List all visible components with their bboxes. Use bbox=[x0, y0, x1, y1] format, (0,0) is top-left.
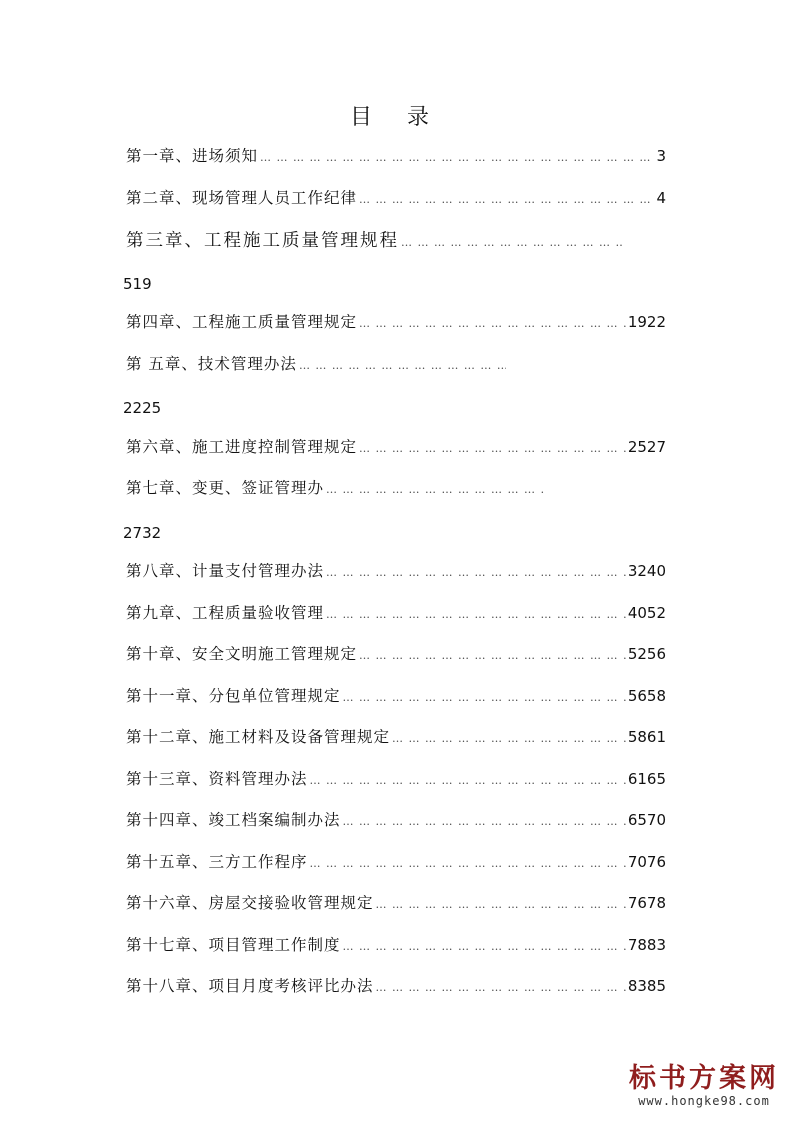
toc-leader-dots bbox=[326, 608, 626, 621]
toc-entry[interactable] bbox=[126, 352, 666, 394]
toc-page-number: 4052 bbox=[627, 603, 666, 622]
toc-entry-title: 第九章、工程质量验收管理 bbox=[126, 603, 325, 622]
toc-entry-title: 第 五章、技术管理办法 bbox=[126, 354, 297, 373]
toc-entry[interactable] bbox=[126, 808, 666, 850]
toc-entry[interactable] bbox=[126, 891, 666, 933]
toc-leader-dots bbox=[376, 981, 626, 994]
toc-leader-dots bbox=[359, 193, 654, 206]
toc-page-number: 4 bbox=[656, 188, 666, 207]
toc-page-number: 7076 bbox=[627, 852, 666, 871]
toc-page-number: 2225 bbox=[123, 399, 162, 417]
toc-page-number: 5861 bbox=[627, 728, 666, 746]
toc-page-number: 7678 bbox=[627, 894, 666, 912]
toc-page-number: 2732 bbox=[123, 523, 162, 542]
toc-leader-dots bbox=[401, 236, 623, 249]
toc-entry-title: 第四章、工程施工质量管理规定 bbox=[126, 313, 358, 331]
watermark-logo: 标书方案网 bbox=[629, 1063, 779, 1094]
toc-entry-title: 第七章、变更、签证管理办 bbox=[126, 479, 325, 497]
toc-leader-dots bbox=[359, 442, 626, 455]
toc-entry[interactable] bbox=[126, 725, 666, 767]
toc-leader-dots bbox=[310, 857, 626, 870]
toc-entry-title: 第十章、安全文明施工管理规定 bbox=[126, 645, 358, 663]
toc-entry-title: 第十三章、资料管理办法 bbox=[126, 769, 308, 788]
toc-leader-dots bbox=[260, 151, 654, 164]
toc-page-number: 5256 bbox=[627, 645, 666, 663]
toc-page-number: 1922 bbox=[627, 313, 666, 331]
toc-leader-dots bbox=[343, 940, 626, 953]
toc-entry[interactable] bbox=[126, 476, 666, 518]
toc-leader-dots bbox=[359, 317, 626, 330]
toc-entry-title: 第十六章、房屋交接验收管理规定 bbox=[126, 894, 374, 912]
toc-leader-dots bbox=[343, 691, 626, 704]
toc-page-number: 3240 bbox=[627, 562, 666, 580]
toc-entry[interactable] bbox=[126, 227, 666, 269]
toc-entry-continuation bbox=[123, 393, 666, 435]
toc-entry-title: 第八章、计量支付管理办法 bbox=[126, 562, 325, 580]
toc-page-number: 8385 bbox=[627, 977, 666, 995]
toc-entry-title: 第十四章、竣工档案编制办法 bbox=[126, 811, 341, 829]
toc-entry[interactable] bbox=[126, 435, 666, 477]
toc-entry[interactable] bbox=[126, 310, 666, 352]
toc-entry-title: 第六章、施工进度控制管理规定 bbox=[126, 437, 358, 456]
toc-entry[interactable] bbox=[126, 974, 666, 1016]
toc-entry-continuation bbox=[123, 269, 666, 311]
toc-entry[interactable] bbox=[126, 850, 666, 892]
toc-page-number: 519 bbox=[123, 274, 152, 293]
toc-entry[interactable] bbox=[126, 144, 666, 186]
toc-page-number: 6570 bbox=[627, 811, 666, 829]
toc-leader-dots bbox=[343, 815, 626, 828]
toc-page-number: 2527 bbox=[627, 437, 666, 456]
watermark-url: www.hongke98.com bbox=[638, 1094, 770, 1108]
toc-leader-dots bbox=[299, 359, 506, 372]
toc-leader-dots bbox=[326, 483, 544, 496]
toc-leader-dots bbox=[326, 566, 626, 579]
toc-page-number: 6165 bbox=[627, 769, 666, 788]
toc-page-number: 5658 bbox=[627, 686, 666, 705]
toc-entry[interactable] bbox=[126, 601, 666, 643]
toc-entry[interactable] bbox=[126, 642, 666, 684]
toc-entry-title: 第十八章、项目月度考核评比办法 bbox=[126, 977, 374, 995]
toc-page-number: 7883 bbox=[627, 935, 666, 954]
toc-entry-title: 第一章、进场须知 bbox=[126, 147, 259, 165]
toc-entry-title: 第十一章、分包单位管理规定 bbox=[126, 686, 341, 705]
toc-leader-dots bbox=[392, 732, 626, 745]
toc-entry-title: 第十二章、施工材料及设备管理规定 bbox=[126, 728, 391, 746]
page-title: 目 录 bbox=[350, 105, 443, 130]
toc-entry[interactable] bbox=[126, 933, 666, 975]
toc-entry-continuation bbox=[123, 518, 666, 560]
watermark bbox=[629, 1064, 779, 1108]
toc-entry-title: 第十七章、项目管理工作制度 bbox=[126, 935, 341, 954]
toc-entry-title: 第三章、工程施工质量管理规程 bbox=[126, 231, 399, 251]
toc-entry-title: 第二章、现场管理人员工作纪律 bbox=[126, 188, 358, 207]
toc-list bbox=[123, 144, 666, 1016]
toc-leader-dots bbox=[310, 774, 626, 787]
toc-entry[interactable] bbox=[126, 186, 666, 228]
toc-page-number: 3 bbox=[656, 147, 666, 165]
toc-entry[interactable] bbox=[126, 684, 666, 726]
toc-leader-dots bbox=[359, 649, 626, 662]
toc-leader-dots bbox=[376, 898, 626, 911]
toc-entry[interactable] bbox=[126, 559, 666, 601]
toc-entry-title: 第十五章、三方工作程序 bbox=[126, 852, 308, 871]
toc-entry[interactable] bbox=[126, 767, 666, 809]
